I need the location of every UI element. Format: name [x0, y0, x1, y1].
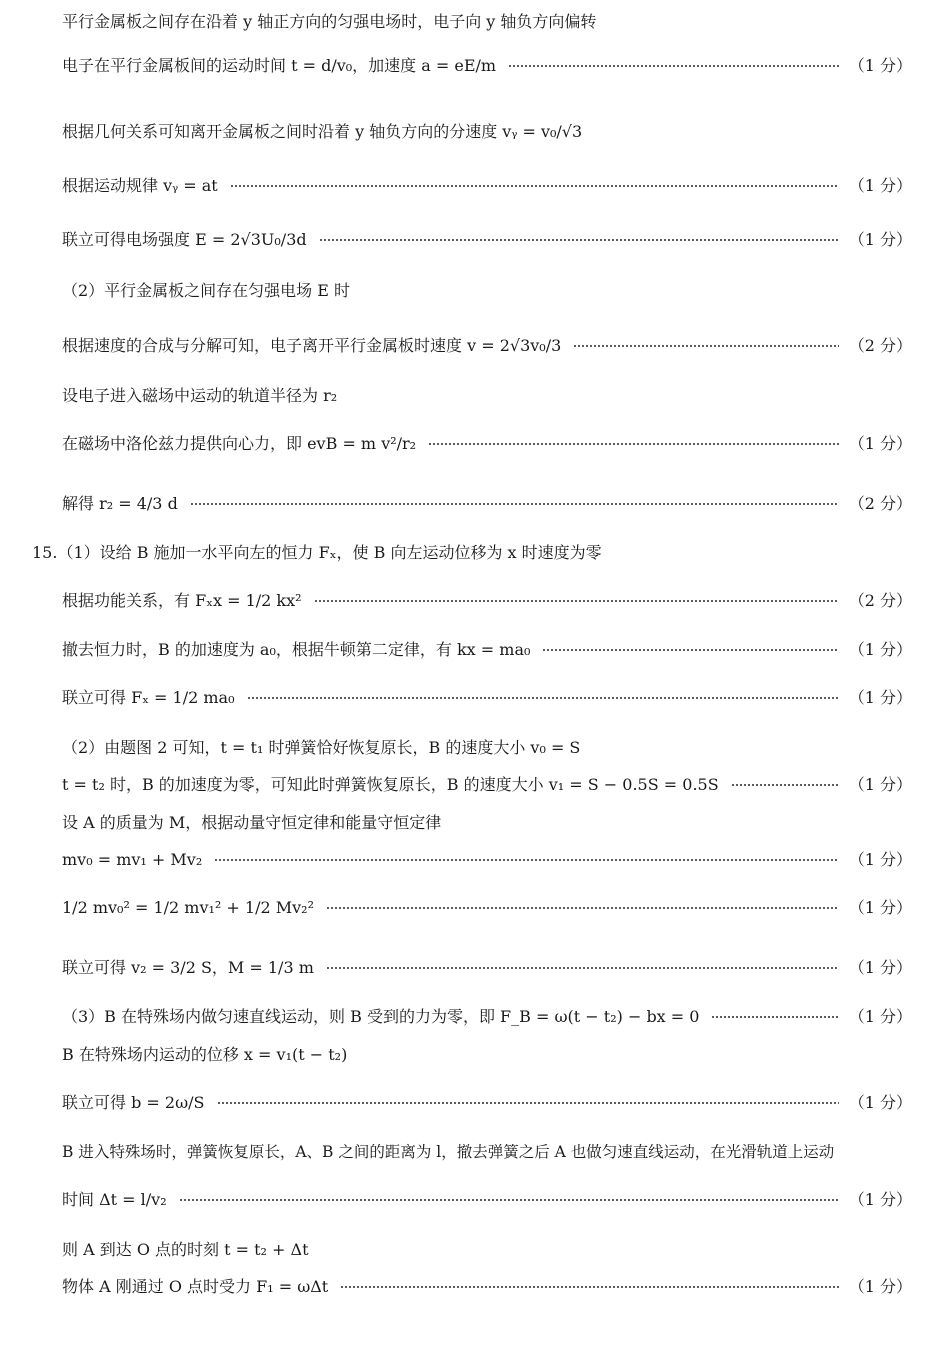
leader-dots	[247, 697, 839, 699]
solution-line-13	[62, 642, 912, 658]
line-text: 时间 Δt = l/v₂	[62, 1190, 167, 1209]
line-text: 联立可得 b = 2ω/S	[62, 1093, 205, 1112]
leader-dots	[542, 649, 838, 651]
solution-line-24	[62, 1145, 912, 1161]
solution-line-25	[62, 1192, 912, 1208]
solution-line-20	[62, 960, 912, 976]
solution-line-8	[62, 388, 912, 404]
line-text: （3）B 在特殊场内做匀速直线运动，则 B 受到的力为零，即 F_B = ω(t − t₂) − bx = 0	[62, 1007, 700, 1026]
solution-line-3	[62, 124, 912, 140]
leader-dots	[217, 1102, 839, 1104]
solution-line-5	[62, 232, 912, 248]
solution-line-22	[62, 1047, 912, 1063]
line-text: （2）平行金属板之间存在匀强电场 E 时	[62, 281, 351, 300]
line-text: 则 A 到达 O 点的时刻 t = t₂ + Δt	[62, 1240, 309, 1259]
score-label: （2 分）	[848, 591, 912, 610]
line-text: 解得 r₂ = 4/3 d	[62, 494, 178, 513]
solution-line-27	[62, 1279, 912, 1295]
solution-line-14	[62, 690, 912, 706]
leader-dots	[230, 185, 839, 187]
score-label: （1 分）	[848, 1007, 912, 1026]
score-label: （1 分）	[848, 434, 912, 453]
solution-line-4	[62, 178, 912, 194]
score-label: （1 分）	[848, 230, 912, 249]
solution-line-19	[62, 900, 912, 916]
solution-line-12	[62, 593, 912, 609]
line-text: 物体 A 刚通过 O 点时受力 F₁ = ωΔt	[62, 1277, 329, 1296]
solution-line-21	[62, 1009, 912, 1025]
line-text: 15.（1）设给 B 施加一水平向左的恒力 Fₓ，使 B 向左运动位移为 x 时速度为零	[32, 543, 602, 562]
score-label: （1 分）	[848, 56, 912, 75]
score-label: （1 分）	[848, 176, 912, 195]
leader-dots	[179, 1199, 839, 1201]
question-15-header	[32, 545, 912, 561]
line-text: mv₀ = mv₁ + Mv₂	[62, 850, 203, 869]
leader-dots	[428, 443, 839, 445]
line-text: t = t₂ 时，B 的加速度为零，可知此时弹簧恢复原长，B 的速度大小 v₁ = S − 0.5S = 0.5S	[62, 775, 719, 794]
line-text: 在磁场中洛伦兹力提供向心力，即 evB = m v²/r₂	[62, 434, 417, 453]
score-label: （1 分）	[848, 1277, 912, 1296]
line-text: 联立可得 Fₓ = 1/2 ma₀	[62, 688, 235, 707]
solution-line-2	[62, 58, 912, 74]
score-label: （1 分）	[848, 958, 912, 977]
score-label: （1 分）	[848, 1093, 912, 1112]
leader-dots	[508, 65, 839, 67]
solution-line-10	[62, 496, 912, 512]
line-text: 根据速度的合成与分解可知，电子离开平行金属板时速度 v = 2√3v₀/3	[62, 336, 562, 355]
line-text: 撤去恒力时，B 的加速度为 a₀，根据牛顿第二定律，有 kx = ma₀	[62, 640, 531, 659]
line-text: 根据运动规律 vᵧ = at	[62, 176, 218, 195]
score-label: （1 分）	[848, 850, 912, 869]
leader-dots	[314, 600, 839, 602]
leader-dots	[326, 907, 839, 909]
score-label: （1 分）	[848, 898, 912, 917]
line-text: 根据几何关系可知离开金属板之间时沿着 y 轴负方向的分速度 vᵧ = v₀/√3	[62, 122, 583, 141]
leader-dots	[711, 1016, 838, 1018]
solution-line-1	[62, 14, 912, 30]
line-text: 平行金属板之间存在沿着 y 轴正方向的匀强电场时，电子向 y 轴负方向偏转	[62, 12, 597, 31]
score-label: （1 分）	[848, 688, 912, 707]
leader-dots	[190, 503, 839, 505]
score-label: （1 分）	[848, 640, 912, 659]
leader-dots	[319, 239, 839, 241]
line-text: 设 A 的质量为 M，根据动量守恒定律和能量守恒定律	[62, 813, 442, 832]
score-label: （2 分）	[848, 494, 912, 513]
line-text: 根据功能关系，有 Fₓx = 1/2 kx²	[62, 591, 302, 610]
solution-line-26	[62, 1242, 912, 1258]
solution-line-18	[62, 852, 912, 868]
solution-line-15	[62, 740, 912, 756]
solution-line-9	[62, 436, 912, 452]
line-text: B 进入特殊场时，弹簧恢复原长，A、B 之间的距离为 l，撤去弹簧之后 A 也做匀速直线运动，在光滑轨道上运动	[62, 1143, 835, 1161]
score-label: （1 分）	[848, 1190, 912, 1209]
line-text: 联立可得 v₂ = 3/2 S，M = 1/3 m	[62, 958, 314, 977]
solution-line-23	[62, 1095, 912, 1111]
leader-dots	[573, 345, 838, 347]
line-text: B 在特殊场内运动的位移 x = v₁(t − t₂)	[62, 1045, 348, 1064]
leader-dots	[340, 1286, 838, 1288]
leader-dots	[731, 784, 839, 786]
leader-dots	[214, 859, 838, 861]
line-text: 设电子进入磁场中运动的轨道半径为 r₂	[62, 386, 338, 405]
line-text: 联立可得电场强度 E = 2√3U₀/3d	[62, 230, 307, 249]
score-label: （1 分）	[848, 775, 912, 794]
line-text: 电子在平行金属板间的运动时间 t = d/v₀，加速度 a = eE/m	[62, 56, 497, 75]
solution-line-6	[62, 283, 912, 299]
solution-line-7	[62, 338, 912, 354]
score-label: （2 分）	[848, 336, 912, 355]
line-text: 1/2 mv₀² = 1/2 mv₁² + 1/2 Mv₂²	[62, 898, 314, 917]
line-text: （2）由题图 2 可知，t = t₁ 时弹簧恰好恢复原长，B 的速度大小 v₀ = S	[62, 738, 581, 757]
solution-line-16	[62, 777, 912, 793]
leader-dots	[326, 967, 839, 969]
solution-line-17	[62, 815, 912, 831]
